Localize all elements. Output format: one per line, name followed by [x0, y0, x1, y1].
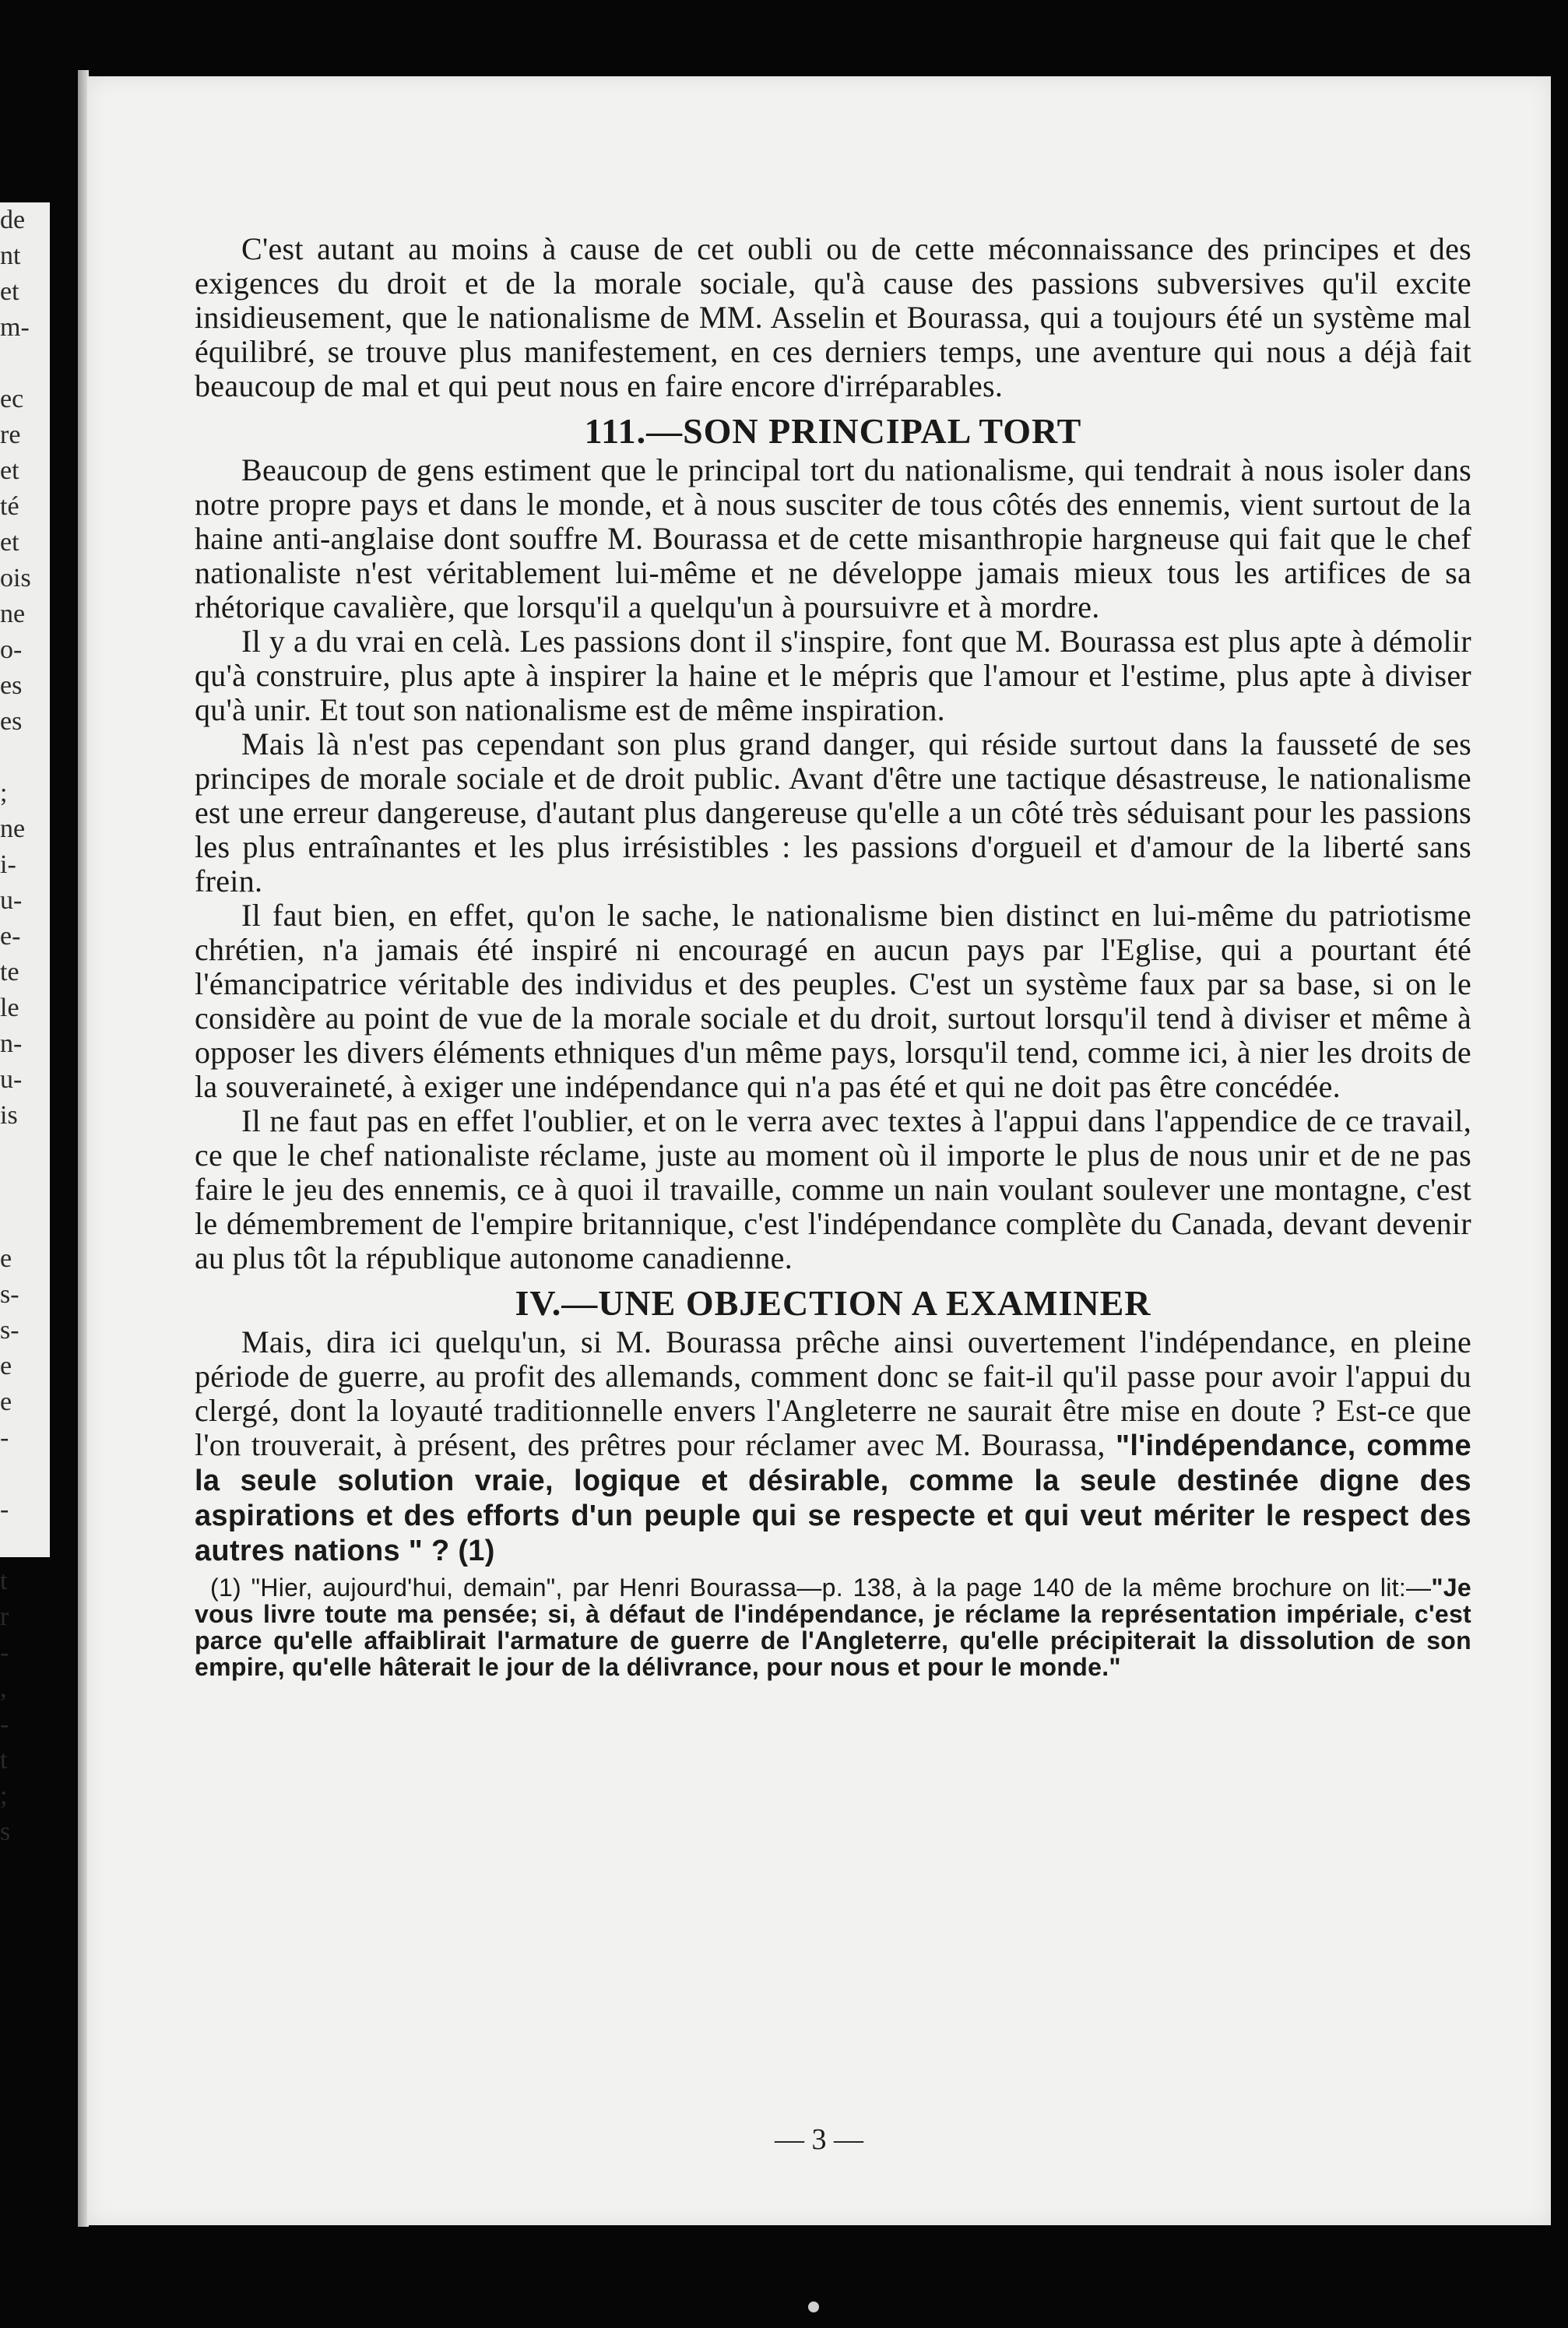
left-strip-fragment: [0, 1456, 50, 1492]
left-strip-fragment: t: [0, 1746, 8, 1774]
left-strip-fragment: ec: [0, 385, 24, 413]
section-heading-objection: IV.—UNE OBJECTION A EXAMINER: [515, 1283, 1151, 1323]
section-paragraphs: [195, 453, 1471, 1275]
body-paragraph: Il ne faut pas en effet l'oublier, et on le verra avec textes à l'appui dans l'appendice de ce travail, ce que le chef nationaliste réclame, juste au moment où il importe le plus de nous unir et de ne pas faire le jeu des ennemis, ce à quoi il travaille, comme un nain voulant soulever une montagne, c'est le démembrement de l'empire britannique, c'est l'indépendance complète du Canada, devant devenir au plus tôt la république autonome canadienne.: [195, 1103, 1471, 1275]
left-strip-fragment: n-: [0, 1029, 23, 1058]
objection-quote: "l'indépendance, comme la seule solution vraie, logique et désirable, comme la seule destinée digne des aspirations et des efforts d'un peuple qui se respecte et qui veut mériter le respect des autres nations " ? (1): [195, 1430, 1471, 1567]
left-strip-fragment: té: [0, 492, 19, 521]
footnote-quote: "Je vous livre toute ma pensée; si, à défaut de l'indépendance, je réclame la représentation impériale, c'est parce qu'elle affaiblirait l'armature de guerre de l'Angleterre, qu'elle précipiterait la dissolution de son empire, qu'elle hâterait le jour de la délivrance, pour nous et pour le monde.": [195, 1574, 1471, 1681]
body-paragraph: Il y a du vrai en celà. Les passions dont il s'inspire, font que M. Bourassa est plus apte à démolir qu'à construire, plus apte à inspirer la haine et le mépris que l'amour et l'estime, plus apte à diviser qu'à unir. Et tout son nationalisme est de même inspiration.: [195, 624, 1471, 727]
left-strip-fragment: [0, 1169, 50, 1205]
left-strip-fragment: m-: [0, 313, 30, 342]
left-strip-fragment: r: [0, 1602, 9, 1631]
left-strip-fragment: e: [0, 1352, 12, 1380]
body-paragraph: Il faut bien, en effet, qu'on le sache, le nationalisme bien distinct en lui-même du patriotisme chrétien, n'a jamais été inspiré ni encouragé en aucun pays par l'Eglise, qui a pourtant été l'émancipatrice véritable des individus et des peuples. C'est un système faux par sa base, si on le considère au point de vue de la morale sociale et du droit, surtout lorsqu'il tend à diviser et même à opposer les divers éléments ethniques d'un même pays, lorsqu'il tend, comme ici, à nier les droits de la souveraineté, à exiger une indépendance qui n'a pas été et qui ne doit pas être concédée.: [195, 898, 1471, 1104]
left-strip-fragment: nt: [0, 241, 21, 270]
left-strip-fragment: ne: [0, 814, 26, 843]
left-strip-fragment: s-: [0, 1280, 19, 1309]
left-strip-fragment: s: [0, 1817, 11, 1846]
left-strip-fragment: -: [0, 1495, 9, 1524]
left-strip-fragment: e: [0, 1387, 12, 1416]
left-strip-fragment: es: [0, 671, 23, 700]
left-strip-fragment: et: [0, 456, 19, 485]
left-strip-fragment: ;: [0, 1781, 8, 1810]
page-body: [195, 232, 1471, 1680]
left-strip-fragment: le: [0, 993, 19, 1022]
left-strip-fragment: ,: [0, 1674, 7, 1703]
footnote-reference: (1) "Hier, aujourd'hui, demain", par Henri Bourassa—p. 138, à la page 140 de la même brochure on lit:—: [210, 1574, 1432, 1602]
left-strip-fragment: o-: [0, 635, 23, 664]
page-number: — 3 —: [775, 2123, 863, 2156]
left-strip-fragment: -: [0, 1710, 9, 1739]
section-heading-principal-tort: 111.—SON PRINCIPAL TORT: [584, 411, 1082, 451]
left-strip-fragment: re: [0, 420, 21, 449]
objection-text: Mais, dira ici quelqu'un, si M. Bourassa prêche ainsi ouvertement l'indépendance, en pleine période de guerre, au profit des allemands, comment donc se fait-il qu'il passe pour avoir l'appui du clergé, dont la loyauté traditionnelle envers l'Angleterre ne saurait être mise en doute ? Est-ce que l'on trouverait, à présent, des prêtres pour réclamer avec M. Bourassa,: [195, 1324, 1471, 1462]
left-strip-fragment: i-: [0, 850, 16, 879]
left-strip-fragment: [0, 1134, 50, 1169]
left-strip-fragment: [0, 740, 50, 775]
left-strip-fragment: [0, 1205, 50, 1241]
left-strip-fragment: ;: [0, 779, 8, 807]
left-strip-fragment: t: [0, 1567, 8, 1595]
body-paragraph: Beaucoup de gens estiment que le principal tort du nationalisme, qui tendrait à nous isoler dans notre propre pays et dans le monde, et à nous susciter de tous côtés des ennemis, vient surtout de la haine anti-anglaise dont souffre M. Bourassa et de cette misanthropie hargneuse qui fait que le chef nationaliste n'est véritablement lui-même et ne développe jamais mieux tous les artifices de sa rhétorique cavalière, que lorsqu'il a quelqu'un à poursuivre et à mordre.: [195, 452, 1471, 624]
left-strip-fragment: is: [0, 1101, 18, 1130]
left-strip-fragment: es: [0, 707, 23, 736]
objection-paragraph: [195, 1325, 1471, 1568]
body-paragraph: C'est autant au moins à cause de cet oubli ou de cette méconnaissance des principes et des exigences du droit et de la morale sociale, qu'à cause des passions subversives qu'il excite insidieusement, que le nationalisme de MM. Asselin et Bourassa, qui a toujours été un système mal équilibré, se trouve plus manifestement, en ces derniers temps, une aventure qui nous a déjà fait beaucoup de mal et qui peut nous en faire encore d'irréparables.: [195, 231, 1471, 403]
scan-marker-dot: [808, 2302, 819, 2312]
left-strip-fragment: -: [0, 1638, 9, 1667]
left-strip-fragment: de: [0, 206, 26, 234]
left-strip-fragment: te: [0, 958, 19, 986]
body-paragraph: Mais là n'est pas cependant son plus grand danger, qui réside surtout dans la fausseté de ses principes de morale sociale et de droit public. Avant d'être une tactique désastreuse, le nationalisme est une erreur dangereuse, d'autant plus dangereuse qu'elle a un côté très séduisant pour les passions les plus entraînantes et les plus irrésistibles : les passions d'orgueil et d'amour de la liberté sans frein.: [195, 726, 1471, 898]
left-strip-fragment: ois: [0, 564, 31, 593]
left-strip-fragment: [0, 1528, 50, 1563]
left-strip-fragment: u-: [0, 1065, 23, 1094]
left-strip-fragment: et: [0, 277, 19, 306]
left-strip-fragment: e-: [0, 922, 21, 951]
left-strip-fragment: et: [0, 528, 19, 557]
left-strip-fragment: u-: [0, 886, 23, 915]
left-strip-fragment: -: [0, 1423, 9, 1452]
left-strip-fragment: s-: [0, 1316, 19, 1345]
left-strip-fragment: ne: [0, 600, 26, 628]
left-strip-fragment: [0, 346, 50, 382]
document-page: [87, 76, 1551, 2225]
footnote: [195, 1574, 1471, 1680]
intro-paragraphs: [195, 232, 1471, 403]
left-strip-fragment: e: [0, 1244, 12, 1273]
adjacent-page-fragment: [0, 202, 50, 1846]
